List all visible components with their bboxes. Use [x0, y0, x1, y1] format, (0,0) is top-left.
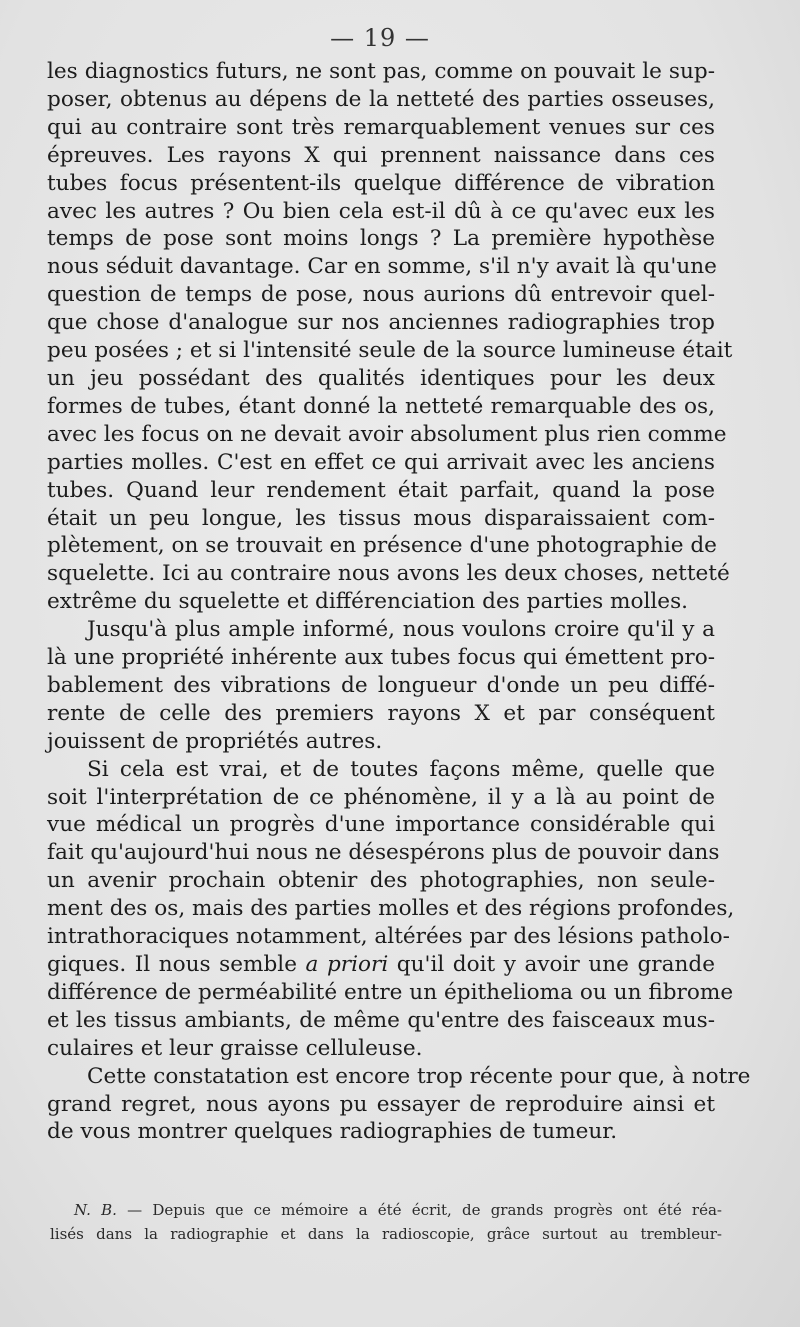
text-line: vue médical un progrès d'une importance considérable qui	[47, 812, 715, 838]
paragraph-3	[47, 756, 735, 1063]
text-line: Si cela est vrai, et de toutes façons même, quelle que	[87, 756, 715, 782]
paragraph-1	[47, 58, 733, 616]
text-line: nous séduit davantage. Car en somme, s'il n'y avait là qu'une	[47, 254, 717, 280]
text-line: grand regret, nous ayons pu essayer de reproduire ainsi et	[47, 1091, 715, 1117]
body-text	[47, 58, 751, 1146]
text-line: question de temps de pose, nous aurions dû entrevoir quel-	[47, 282, 715, 308]
text-line: un jeu possédant des qualités identiques pour les deux	[47, 365, 715, 391]
text-line: de vous montrer quelques radiographies de tumeur.	[47, 1119, 618, 1145]
text-line: avec les autres ? Ou bien cela est-il dû à ce qu'avec eux les	[47, 198, 715, 224]
page-number: — 19 —	[330, 24, 430, 52]
text-line: tubes. Quand leur rendement était parfait, quand la pose	[47, 477, 715, 503]
paragraph-4	[47, 1063, 751, 1147]
text-line: soit l'interprétation de ce phénomène, il y a là au point de	[47, 784, 715, 810]
text-line: parties molles. C'est en effet ce qui arrivait avec les anciens	[47, 449, 715, 475]
text-line: ment des os, mais des parties molles et des régions profondes,	[47, 896, 735, 922]
footnote-line: lisés dans la radiographie et dans la radioscopie, grâce surtout au trembleur-	[50, 1225, 722, 1243]
text-line: épreuves. Les rayons X qui prennent naissance dans ces	[47, 142, 715, 168]
text-line: qui au contraire sont très remarquablement venues sur ces	[47, 114, 715, 140]
text-line: les diagnostics futurs, ne sont pas, comme on pouvait le sup-	[47, 59, 715, 84]
text-line: fait qu'aujourd'hui nous ne désespérons plus de pouvoir dans	[47, 840, 720, 866]
text-line: avec les focus on ne devait avoir absolument plus rien comme	[47, 421, 727, 447]
text-line: poser, obtenus au dépens de la netteté des parties osseuses,	[47, 86, 715, 112]
text-line: là une propriété inhérente aux tubes focus qui émettent pro-	[47, 645, 715, 671]
text-line: formes de tubes, étant donné la netteté remarquable des os,	[47, 393, 715, 419]
text-segment: qu'il doit y avoir une grande	[388, 952, 715, 977]
text-line: Jusqu'à plus ample informé, nous voulons croire qu'il y a	[87, 617, 715, 643]
text-line: était un peu longue, les tissus mous disparaissaient com-	[47, 505, 715, 531]
text-line: différence de perméabilité entre un épithelioma ou un fibrome	[47, 979, 734, 1005]
text-line: plètement, on se trouvait en présence d'une photographie de	[47, 533, 717, 559]
text-line: peu posées ; et si l'intensité seule de la source lumineuse était	[47, 338, 733, 364]
text-line: un avenir prochain obtenir des photographies, non seule-	[47, 868, 715, 894]
footnote-label: N. B.	[74, 1201, 117, 1219]
italic-phrase: a priori	[305, 952, 389, 977]
text-line: rente de celle des premiers rayons X et par conséquent	[47, 700, 715, 726]
text-segment: — Depuis que ce mémoire a été écrit, de grands progrès ont été réa-	[116, 1201, 722, 1219]
text-line: et les tissus ambiants, de même qu'entre des faisceaux mus-	[47, 1007, 715, 1033]
footnote	[50, 1198, 722, 1246]
text-line: tubes focus présentent-ils quelque différence de vibration	[47, 170, 715, 196]
text-segment: giques. Il nous semble	[47, 952, 306, 977]
text-line: jouissent de propriétés autres.	[47, 728, 383, 754]
text-line: Cette constatation est encore trop récente pour que, à notre	[87, 1063, 751, 1089]
text-line: temps de pose sont moins longs ? La première hypothèse	[47, 226, 715, 252]
text-line: culaires et leur graisse celluleuse.	[47, 1035, 423, 1061]
paragraph-2	[47, 616, 715, 756]
text-line: que chose d'analogue sur nos anciennes radiographies trop	[47, 310, 715, 336]
text-line: intrathoraciques notamment, altérées par des lésions patholo-	[47, 924, 730, 950]
text-line: squelette. Ici au contraire nous avons les deux choses, netteté	[47, 561, 730, 587]
text-line-with-italic	[47, 951, 715, 979]
text-line: extrême du squelette et différenciation des parties molles.	[47, 589, 689, 615]
footnote-line	[50, 1198, 722, 1222]
text-line: bablement des vibrations de longueur d'onde un peu diffé-	[47, 672, 715, 698]
